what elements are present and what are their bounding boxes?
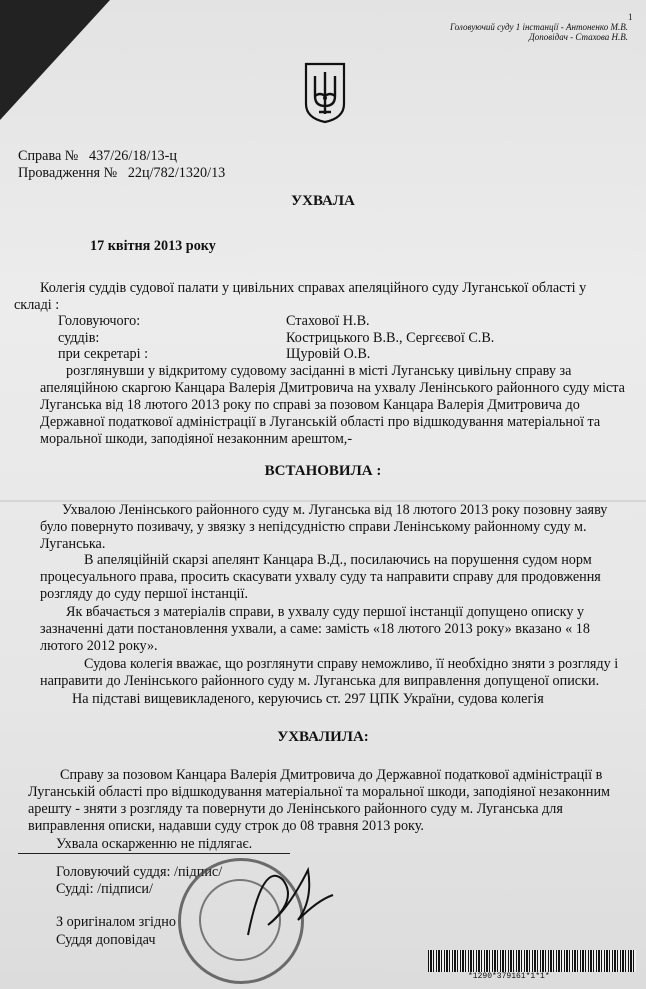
signature-original-line: З оригіналом згідно [56,914,176,930]
considered-line: моральної шкоди, заподіяної незаконним арештом,- [40,431,353,447]
case-number-line [18,148,177,165]
panel-name-secretary: Щуровій О.В. [286,346,371,362]
established-line: направити до Ленінського районного суду м. Луганська для виправлення допущеної описки. [40,673,600,689]
handwritten-signature [228,840,338,950]
established-heading: ВСТАНОВИЛА : [264,463,382,479]
resolved-line: Справу за позовом Канцара Валерія Дмитровича до Державної податкової адміністрації в [60,767,603,783]
page-number: 1 [628,12,633,22]
intro-line-1: Колегія суддів судової палати у цивільних справах апеляційного суду Луганської області у [40,280,587,296]
coat-of-arms-icon [303,62,347,124]
barcode-text: *1290*379161*1*1* [468,972,550,981]
considered-line: апеляційною скаргою Канцара Валерія Дмитровича на ухвалу Ленінського районного суду міста [40,380,625,396]
signature-judges: Судді: /підписи/ [56,881,153,897]
resolved-heading: УХВАЛИЛА: [277,729,369,745]
established-line: було повернуто позивачу, у звязку з непідсудністю справи Ленінському районному суду м. [40,519,587,535]
intro-line-2: складі : [14,297,60,313]
established-line: Луганська. [40,536,106,552]
established-line: розгляду до суду першої інстанції. [40,586,248,602]
barcode [428,950,636,972]
resolved-line: виправлення описки, надавши суду строк до 08 травня 2013 року. [28,818,424,834]
established-line: В апеляційній скарзі апелянт Канцара В.Д., посилаючись на порушення судом норм [84,552,592,568]
established-line: Як вбачається з матеріалів справи, в ухвалу суду першої інстанції допущено описку у [66,604,585,620]
established-line: Судова колегія вважає, що розглянути справу неможливо, її необхідно зняти з розгляду і [84,656,619,672]
case-number: 437/26/18/13-ц [88,148,177,164]
resolved-line: Луганській області про відшкодування матеріальної та моральної шкоди, заподіяної незаконним [28,784,611,800]
signature-reporter: Суддя доповідач [56,932,156,948]
header-note-line-1: Головуючий суду 1 інстанції - Антоненко М.В. [450,22,628,32]
case-label: Справа № [18,148,79,164]
panel-role-presiding: Головуючого: [58,313,141,329]
considered-line: Луганська від 18 лютого 2013 року по справі за позовом Канцара Валерія Дмитровича до [40,397,580,413]
proceeding-number: 22ц/782/1320/13 [127,165,226,181]
not-appealable-note: Ухвала оскарженню не підлягає. [56,836,253,852]
considered-line: Державної податкової адміністрації в Луганській області про відшкодування матеріальної та [40,414,601,430]
proceeding-label: Провадження № [18,165,118,181]
document-date: 17 квітня 2013 року [90,238,216,254]
panel-role-secretary: при секретарі : [58,346,149,362]
considered-line: розглянувши у відкритому судовому засіданні в місті Луганську цивільну справу за [66,363,572,379]
panel-role-judges: суддів: [58,330,100,346]
established-line: процесуального права, просить скасувати ухвалу суду та направити справу для продовження [40,569,601,585]
header-note-line-2: Доповідач - Стахова Н.В. [529,32,628,42]
header-note [380,22,628,42]
established-line: лютого 2012 року». [40,638,158,654]
document-title: УХВАЛА [291,193,355,209]
proceeding-number-line [18,165,225,182]
signature-presiding: Головуючий суддя: /підпис/ [56,864,223,880]
established-line: Ухвалою Ленінського районного суду м. Луганська від 18 лютого 2013 року позовну заяву [62,502,608,518]
resolved-line: арешту - зняти з розгляду та повернути до Ленінського районного суду м. Луганська для [28,801,563,817]
established-line: зазначенні дати постановлення ухвали, а саме: замість «18 лютого 2013 року» вказано « 18 [40,621,590,637]
panel-name-presiding: Стахової Н.В. [286,313,370,329]
panel-name-judges: Кострицького В.В., Сергєєвої С.В. [286,330,495,346]
corner-shadow [0,0,110,120]
established-line: На підставі вищевикладеного, керуючись ст. 297 ЦПК України, судова колегія [72,691,544,707]
